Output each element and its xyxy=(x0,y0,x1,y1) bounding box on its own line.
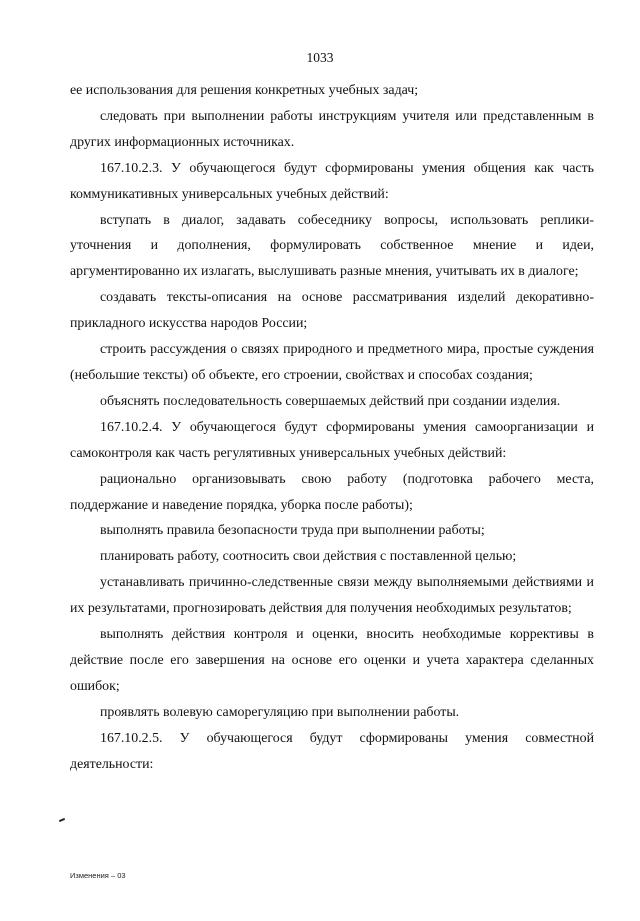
section-heading-167-10-2-3: 167.10.2.3. У обучающегося будут сформированы умения общения как часть коммуникативных универсальных учебных действий: xyxy=(70,160,594,202)
list-item: строить рассуждения о связях природного и предметного мира, простые суждения (небольшие тексты) об объекте, его строении, свойствах и способах создания; xyxy=(70,342,594,383)
page-number: 1033 xyxy=(306,50,334,65)
document-body xyxy=(70,78,594,777)
list-item: выполнять действия контроля и оценки, вносить необходимые коррективы в действие после его завершения на основе его оценки и учета характера сделанных ошибок; xyxy=(70,627,594,694)
footer-note: Изменения – 03 xyxy=(70,871,126,880)
list-item: создавать тексты-описания на основе рассматривания изделий декоративно-прикладного искусства народов России; xyxy=(70,290,594,332)
margin-mark xyxy=(59,818,65,822)
section-heading-167-10-2-5: 167.10.2.5. У обучающегося будут сформированы умения совместной деятельности: xyxy=(70,730,594,772)
section-heading-167-10-2-4: 167.10.2.4. У обучающегося будут сформированы умения самоорганизации и самоконтроля как часть регулятивных универсальных учебных действий: xyxy=(70,419,594,461)
paragraph-continuation: ее использования для решения конкретных учебных задач; xyxy=(70,83,419,98)
list-item: планировать работу, соотносить свои действия с поставленной целью; xyxy=(100,549,517,565)
list-item: объяснять последовательность совершаемых действий при создании изделия. xyxy=(100,393,561,409)
list-item: выполнять правила безопасности труда при выполнении работы; xyxy=(100,523,485,539)
list-item: проявлять волевую саморегуляцию при выполнении работы. xyxy=(100,704,460,720)
list-item: вступать в диалог, задавать собеседнику вопросы, использовать реплики-уточнения и дополнения, формулировать собственное мнение и идеи, аргументированно их излагать, выслушивать разные мнения, учитывать их в диалоге; xyxy=(70,212,594,280)
list-item: устанавливать причинно-следственные связи между выполняемыми действиями и их результатами, прогнозировать действия для получения необходимых результатов; xyxy=(70,575,594,617)
list-item: рационально организовывать свою работу (подготовка рабочего места, поддержание и наведение порядка, уборка после работы); xyxy=(70,471,594,513)
list-item: следовать при выполнении работы инструкциям учителя или представленным в других информационных источниках. xyxy=(70,108,594,150)
